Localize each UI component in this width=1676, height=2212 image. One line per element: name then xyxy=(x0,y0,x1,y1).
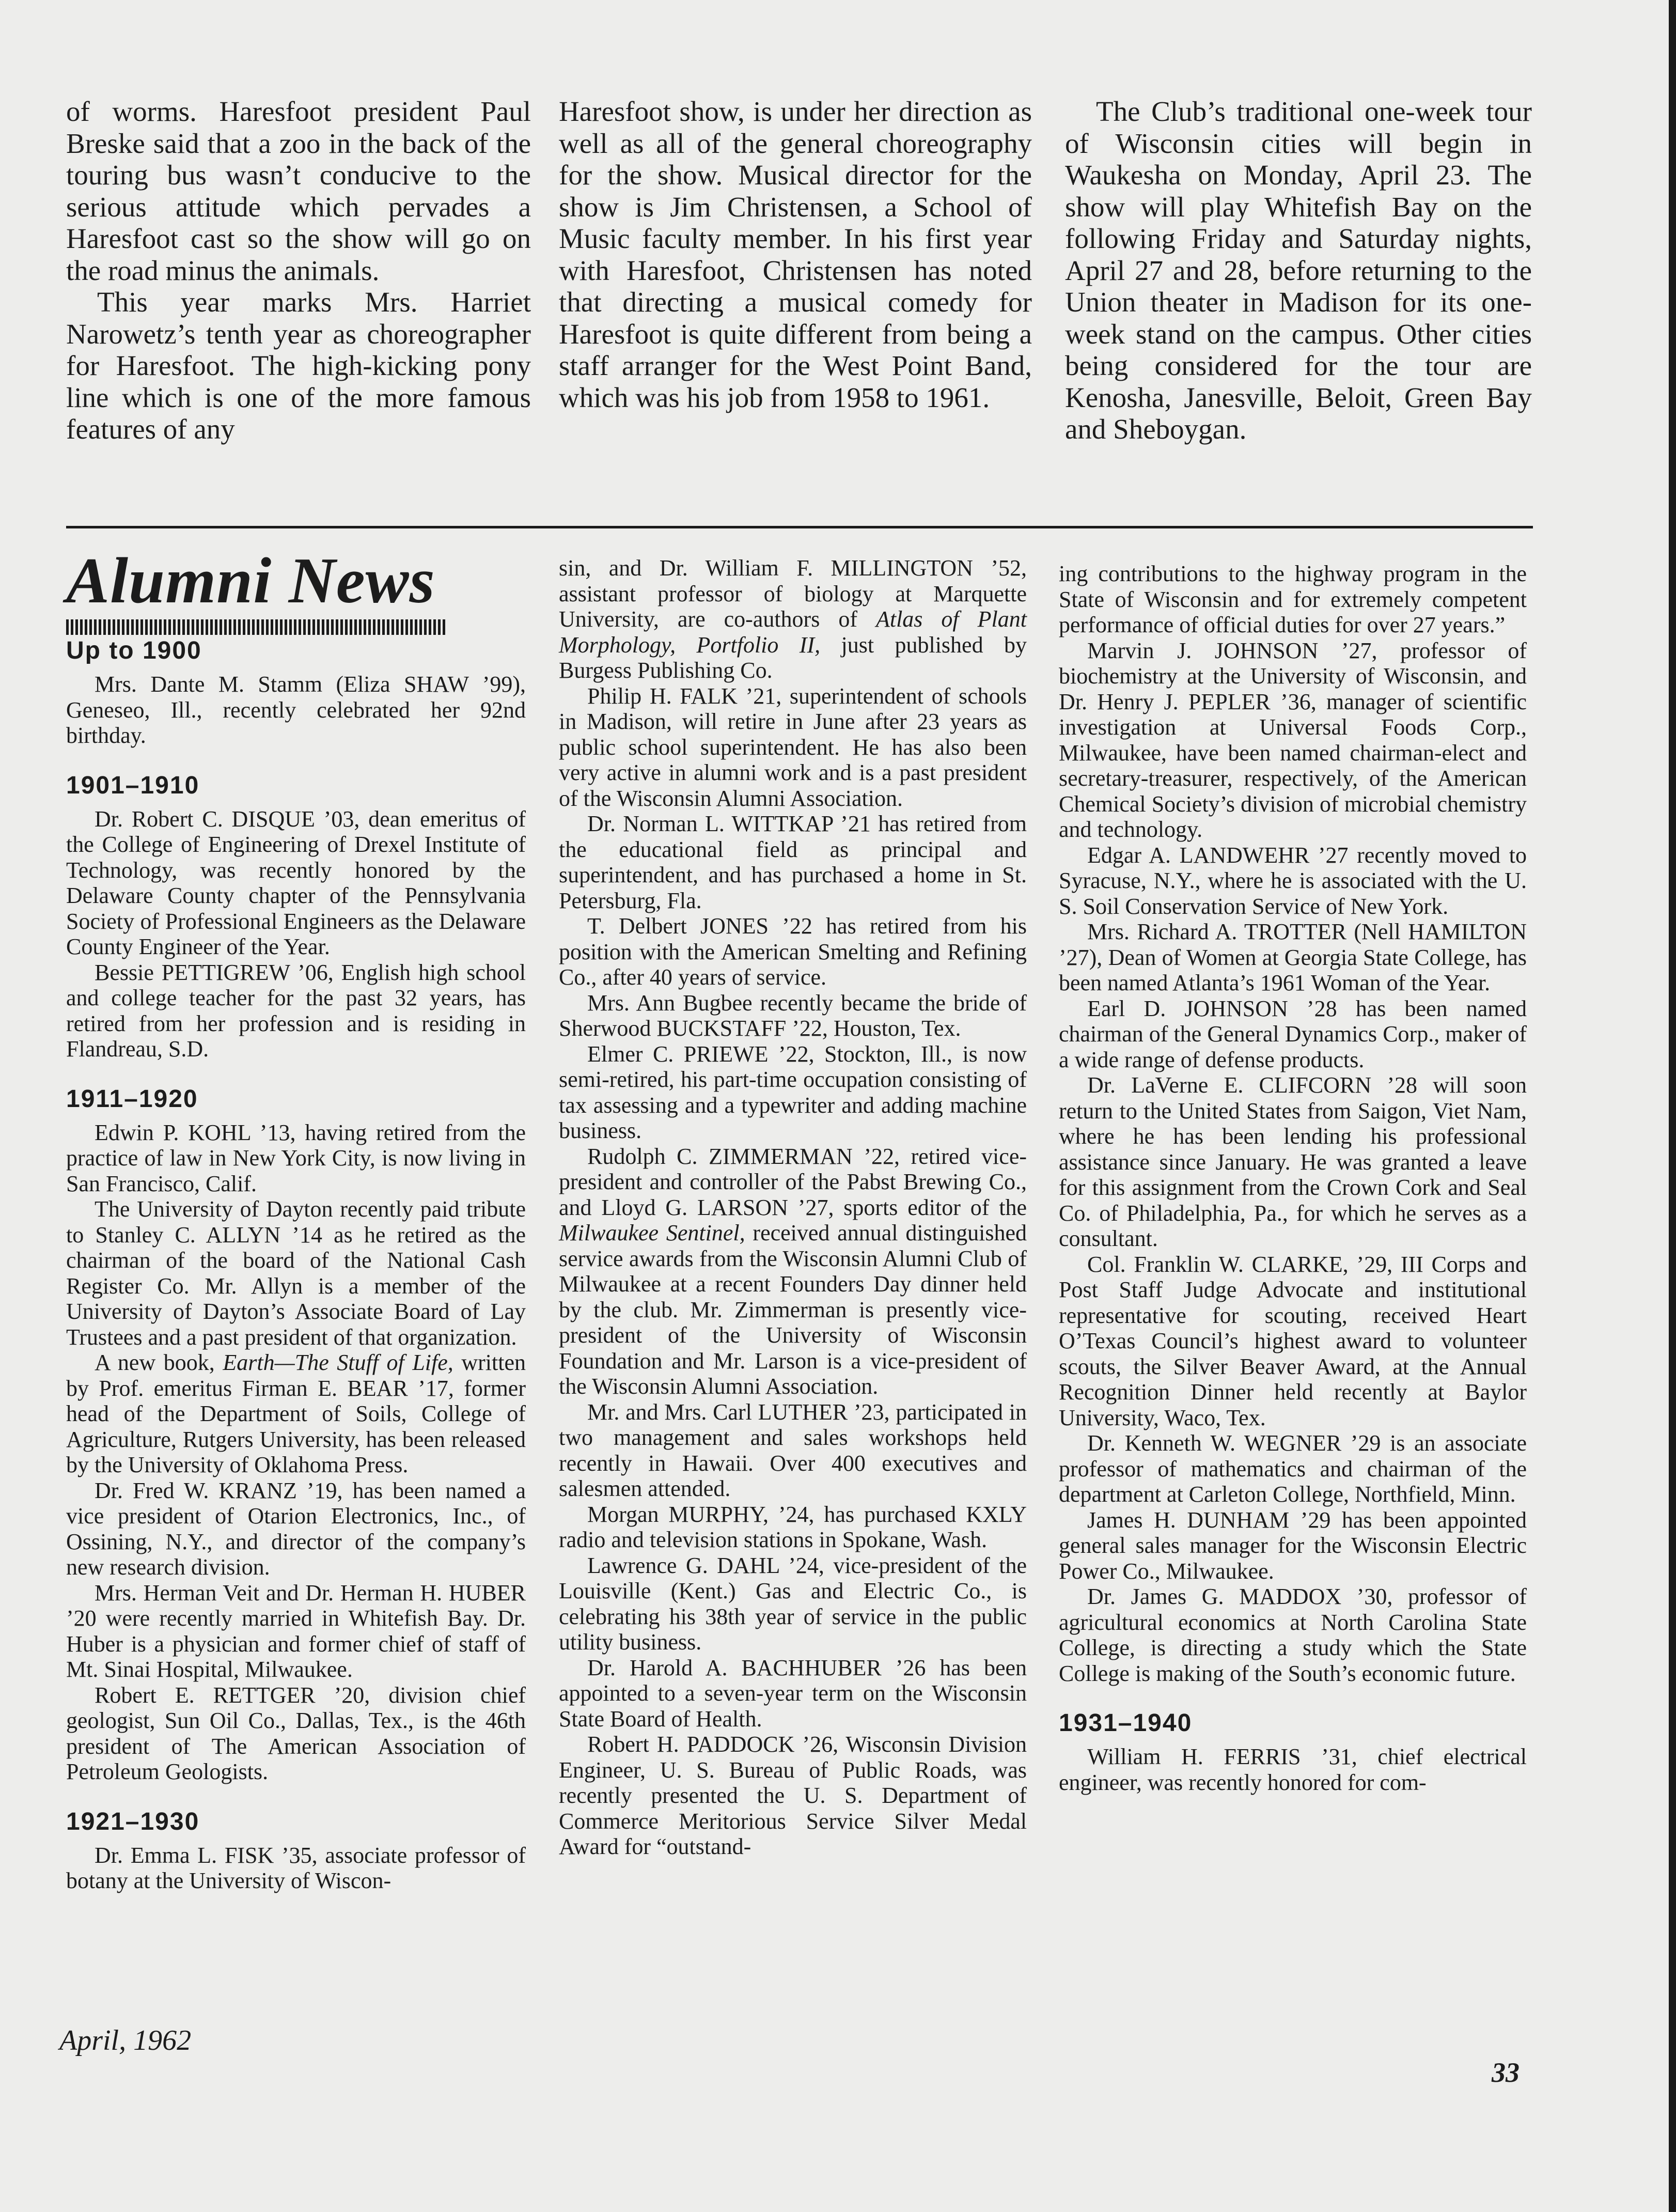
decade-heading: 1931–1940 xyxy=(1059,1709,1193,1737)
news-item: Dr. Kenneth W. WEGNER ’29 is an associate professor of mathematics and chairman of the department at Carleton College, Northfield, Minn. xyxy=(1059,1430,1527,1507)
news-item: Dr. Emma L. FISK ’35, associate professor of botany at the University of Wiscon- xyxy=(66,1842,526,1893)
decade-heading: 1911–1920 xyxy=(66,1085,198,1113)
news-text: just published by Burgess Publishing Co. xyxy=(559,632,1027,683)
page-number: 33 xyxy=(1492,2057,1520,2088)
top-paragraph: This year marks Mrs. Harriet Narowetz’s tenth year as choreographer for Haresfoot. The high-kicking pony line which is one of the more famous features of any xyxy=(66,286,531,445)
news-item: Dr. Robert C. DISQUE ’03, dean emeritus of the College of Engineering of Drexel Institute of Technology, was recently honored by the Delaware County chapter of the Pennsylvania Society of Professional Engineers as the Delaware County Engineer of the Year. xyxy=(66,806,526,959)
news-item: Marvin J. JOHNSON ’27, professor of biochemistry at the University of Wisconsin, and Dr. Henry J. PEPLER ’36, manager of scientific investigation at Universal Foods Corp., Milwaukee, have been named chairman-elect and secretary-treasurer, respectively, of the American Chemical Society’s division of microbial chemistry and technology. xyxy=(1059,637,1527,842)
top-paragraph: Haresfoot show, is under her direction as well as all of the general choreography for the show. Musical director for the show is Jim Christensen, a School of Music faculty member. In his first year with Haresfoot, Christensen has noted that directing a musical comedy for Haresfoot is quite different from being a staff arranger for the West Point Band, which was his job from 1958 to 1961. xyxy=(559,96,1032,413)
news-item: Dr. Fred W. KRANZ ’19, has been named a vice president of Otarion Electronics, Inc., of Ossining, N.Y., and director of the company’s new research division. xyxy=(66,1477,526,1580)
news-item: Dr. Norman L. WITTKAP ’21 has retired from the educational field as principal and superintendent, and has purchased a home in St. Petersburg, Fla. xyxy=(559,811,1027,913)
top-column-1 xyxy=(66,96,531,445)
news-item: Elmer C. PRIEWE ’22, Stockton, Ill., is now semi-retired, his part-time occupation consisting of tax assessing and a typewriter and adding machine business. xyxy=(559,1041,1027,1143)
news-column-2 xyxy=(559,555,1027,1860)
news-column-1 xyxy=(66,636,526,1894)
decade-heading: 1901–1910 xyxy=(66,771,200,799)
news-item: Morgan MURPHY, ’24, has purchased KXLY radio and television stations in Spokane, Wash. xyxy=(559,1501,1027,1552)
news-item: Mrs. Herman Veit and Dr. Herman H. HUBER ’20 were recently married in Whitefish Bay. Dr. Huber is a physician and former chief of staff of Mt. Sinai Hospital, Milwaukee. xyxy=(66,1580,526,1682)
news-item: Robert E. RETTGER ’20, division chief geologist, Sun Oil Co., Dallas, Tex., is the 46th president of The American Association of Petroleum Geologists. xyxy=(66,1682,526,1784)
news-item: Mrs. Richard A. TROTTER (Nell HAMILTON ’27), Dean of Women at Georgia State College, has been named Atlanta’s 1961 Woman of the Year. xyxy=(1059,919,1527,995)
top-column-3 xyxy=(1065,96,1532,445)
news-item: Lawrence G. DAHL ’24, vice-president of the Louisville (Kent.) Gas and Electric Co., is celebrating his 38th year of service in the public utility business. xyxy=(559,1552,1027,1655)
news-item: William H. FERRIS ’31, chief electrical engineer, was recently honored for com- xyxy=(1059,1744,1527,1795)
news-text: sin, and Dr. William F. MILLINGTON ’52, assistant professor of biology at Marquette University, are co-authors of xyxy=(559,555,1027,632)
news-item: Mrs. Dante M. Stamm (Eliza SHAW ’99), Geneseo, Ill., recently celebrated her 92nd birthday. xyxy=(66,672,526,748)
news-item: ing contributions to the highway program in the State of Wisconsin and for extremely competent performance of official duties for over 27 years.” xyxy=(1059,561,1527,637)
scan-edge xyxy=(1669,0,1676,2212)
news-item xyxy=(559,555,1027,683)
alumni-news-masthead xyxy=(66,545,448,635)
newspaper-title: Milwaukee Sentinel, xyxy=(559,1220,745,1245)
news-item: Col. Franklin W. CLARKE, ’29, III Corps and Post Staff Judge Advocate and institutional representative for scouting, received Heart O’Texas Council’s highest award to volunteer scouts, the Silver Beaver Award, at the Annual Recognition Dinner held recently at Baylor University, Waco, Tex. xyxy=(1059,1251,1527,1430)
masthead-decorative-bar xyxy=(66,619,447,635)
decade-heading: 1921–1930 xyxy=(66,1808,200,1835)
section-title: Alumni News xyxy=(66,545,435,617)
news-text: Rudolph C. ZIMMERMAN ’22, retired vice-president and controller of the Pabst Brewing Co., and Lloyd G. LARSON ’27, sports editor of the xyxy=(559,1143,1027,1220)
section-divider xyxy=(66,526,1533,528)
top-paragraph: of worms. Haresfoot president Paul Breske said that a zoo in the back of the touring bus wasn’t conducive to the serious attitude which pervades a Haresfoot cast so the show will go on the road minus the animals. xyxy=(66,96,531,286)
news-item xyxy=(66,1350,526,1478)
news-text: written by Prof. emeritus Firman E. BEAR ’17, former head of the Department of Soils, College of Agriculture, Rutgers University, has been released by the University of Oklahoma Press. xyxy=(66,1350,526,1477)
news-item: Earl D. JOHNSON ’28 has been named chairman of the General Dynamics Corp., maker of a wide range of defense products. xyxy=(1059,995,1527,1072)
news-item: Bessie PETTIGREW ’06, English high school and college teacher for the past 32 years, has retired from her profession and is residing in Flandreau, S.D. xyxy=(66,959,526,1062)
news-item: Dr. James G. MADDOX ’30, professor of agricultural economics at North Carolina State College, is directing a study which the State College is making of the South’s economic future. xyxy=(1059,1584,1527,1686)
news-text: A new book, xyxy=(95,1350,223,1375)
issue-date: April, 1962 xyxy=(59,2024,192,2057)
news-item: Dr. Harold A. BACHHUBER ’26 has been appointed to a seven-year term on the Wisconsin State Board of Health. xyxy=(559,1655,1027,1732)
news-item: Philip H. FALK ’21, superintendent of schools in Madison, will retire in June after 23 years as public school superintendent. He has also been very active in alumni work and is a past president of the Wisconsin Alumni Association. xyxy=(559,683,1027,811)
book-title: Earth—The Stuff of Life, xyxy=(223,1350,453,1375)
news-item: James H. DUNHAM ’29 has been appointed general sales manager for the Wisconsin Electric Power Co., Milwaukee. xyxy=(1059,1507,1527,1584)
decade-heading: Up to 1900 xyxy=(66,637,202,664)
news-item: Robert H. PADDOCK ’26, Wisconsin Division Engineer, U. S. Bureau of Public Roads, was recently presented the U. S. Department of Commerce Meritorious Service Silver Medal Award for “outstand- xyxy=(559,1732,1027,1859)
news-item: Mrs. Ann Bugbee recently became the bride of Sherwood BUCKSTAFF ’22, Houston, Tex. xyxy=(559,990,1027,1041)
book-title: Atlas of Plant Morphology, Portfolio II, xyxy=(559,606,1027,658)
news-item: Edgar A. LANDWEHR ’27 recently moved to Syracuse, N.Y., where he is associated with the U. S. Soil Conservation Service of New York. xyxy=(1059,842,1527,919)
news-item: The University of Dayton recently paid tribute to Stanley C. ALLYN ’14 as he retired as the chairman of the board of the National Cash Register Co. Mr. Allyn is a member of the University of Dayton’s Associate Board of Lay Trustees and a past president of that organization. xyxy=(66,1196,526,1350)
news-column-3 xyxy=(1059,561,1527,1795)
news-item xyxy=(559,1144,1027,1399)
news-item: T. Delbert JONES ’22 has retired from his position with the American Smelting and Refining Co., after 40 years of service. xyxy=(559,913,1027,990)
news-text: received annual distinguished service awards from the Wisconsin Alumni Club of Milwaukee at a recent Founders Day dinner held by the club. Mr. Zimmerman is presently vice-president of the University of Wisconsin Foundation and Mr. Larson is a vice-president of the Wisconsin Alumni Association. xyxy=(559,1220,1027,1399)
news-item: Edwin P. KOHL ’13, having retired from the practice of law in New York City, is now living in San Francisco, Calif. xyxy=(66,1119,526,1196)
news-item: Mr. and Mrs. Carl LUTHER ’23, participated in two management and sales workshops held recently in Hawaii. Over 400 executives and salesmen attended. xyxy=(559,1399,1027,1501)
news-item: Dr. LaVerne E. CLIFCORN ’28 will soon return to the United States from Saigon, Viet Nam, where he has been lending his professional assistance since January. He was granted a leave for this assignment from the Crown Cork and Seal Co. of Philadelphia, Pa., for which he serves as a consultant. xyxy=(1059,1072,1527,1251)
top-paragraph: The Club’s traditional one-week tour of Wisconsin cities will begin in Waukesha on Monday, April 23. The show will play Whitefish Bay on the following Friday and Saturday nights, April 27 and 28, before returning to the Union theater in Madison for its one-week stand on the campus. Other cities being considered for the tour are Kenosha, Janesville, Beloit, Green Bay and Sheboygan. xyxy=(1065,96,1532,445)
top-column-2 xyxy=(559,96,1032,413)
